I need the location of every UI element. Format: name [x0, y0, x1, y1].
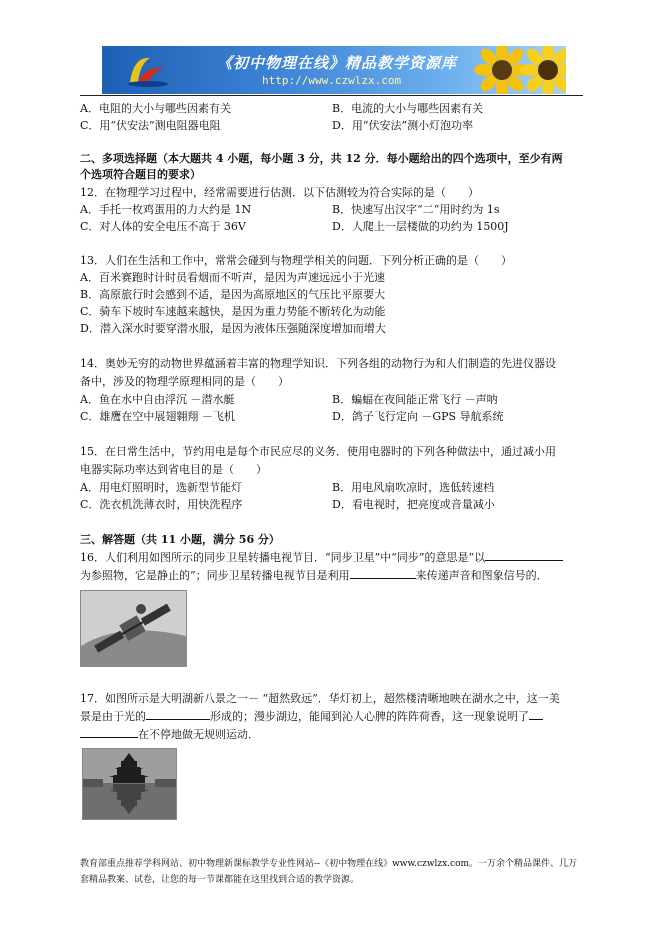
q17-blank-2a[interactable]	[529, 708, 543, 720]
q15-stem-line2: 电器实际功率达到省电目的是（ ）	[80, 463, 267, 476]
q16-line1	[80, 549, 563, 565]
section2-heading-line1: 二、多项选择题（本大题共 4 小题，每小题 3 分，共 12 分．每小题给出的四个选项中，至少有两	[80, 152, 563, 165]
q17-text-part2b: 形成的；漫步湖边，能闻到沁人心脾的阵阵荷香，这一现象说明了	[210, 710, 529, 723]
q14-stem-line2: 备中，涉及的物理学原理相同的是（ ）	[80, 375, 289, 388]
site-logo-icon	[124, 52, 172, 88]
q17-line3	[80, 726, 259, 742]
q17-line1: 17．如图所示是大明湖新八景之一－ “超然致远”．华灯初上，超然楼清晰地映在湖水之中，这一美	[80, 692, 560, 705]
q12-option-c: C．对人体的安全电压不高于 36V	[80, 220, 246, 233]
q16-text-part3: 来传递声音和图象信号的．	[415, 569, 548, 582]
q11-option-d: D．用“伏安法”测小灯泡功率	[332, 119, 474, 132]
q17-blank-1[interactable]	[146, 708, 210, 720]
q13-stem: 13．人们在生活和工作中，常常会碰到与物理学相关的问题．下列分析正确的是（ ）	[80, 254, 512, 267]
banner-url[interactable]: http://www.czwlzx.com	[262, 74, 402, 87]
q17-blank-2b[interactable]	[80, 726, 138, 738]
q12-option-b: B．快速写出汉字“二”用时约为 1s	[332, 203, 500, 216]
q16-line2	[80, 567, 548, 583]
banner-title: 《初中物理在线》精品教学资源库	[217, 54, 458, 72]
q15-option-b: B．用电风扇吹凉时，选低转速档	[332, 481, 495, 494]
header-divider	[80, 95, 583, 96]
satellite-photo	[80, 590, 187, 667]
section3-heading: 三、解答题（共 11 小题，满分 56 分）	[80, 533, 280, 546]
section2-heading-line2: 个选项符合题目的要求）	[80, 168, 201, 181]
q16-blank-1[interactable]	[485, 549, 563, 561]
q16-text-part1: 16．人们利用如图所示的同步卫星转播电视节目．“同步卫星”中“同步”的意思是“以	[80, 551, 486, 564]
q13-option-d: D．潜入深水时要穿潜水服，是因为液体压强随深度增加而增大	[80, 322, 386, 335]
q11-option-a: A．电阻的大小与哪些因素有关	[80, 102, 231, 115]
q12-stem: 12．在物理学习过程中，经常需要进行估测．以下估测较为符合实际的是（ ）	[80, 186, 479, 199]
q13-option-c: C．骑车下坡时车速越来越快，是因为重力势能不断转化为动能	[80, 305, 386, 318]
q14-stem-line1: 14．奥妙无穷的动物世界蕴涵着丰富的物理学知识．下列各组的动物行为和人们制造的先进仪器设	[80, 357, 556, 370]
q13-option-b: B．高原旅行时会感到不适，是因为高原地区的气压比平原要大	[80, 288, 386, 301]
q12-option-a: A．手托一枚鸡蛋用的力大约是 1N	[80, 203, 252, 216]
q12-option-d: D．人爬上一层楼做的功约为 1500J	[332, 220, 509, 233]
q15-option-c: C．洗衣机洗薄衣时，用快洗程序	[80, 498, 243, 511]
q11-option-b: B．电流的大小与哪些因素有关	[332, 102, 484, 115]
pagoda-reflection-photo	[82, 748, 177, 820]
q16-text-part2: 为参照物，它是静止的”；同步卫星转播电视节目是利用	[80, 569, 350, 582]
header-banner	[102, 46, 566, 94]
q17-line2	[80, 708, 543, 724]
q15-option-a: A．用电灯照明时，选新型节能灯	[80, 481, 242, 494]
q14-option-c: C．雄鹰在空中展翅翱翔 －飞机	[80, 410, 235, 423]
footer-note: 教育部重点推荐学科网站、初中物理新课标教学专业性网站--《初中物理在线》www.czwlzx.com。一万余个精品课件、几万套精品教案、试卷，让您的每一节课都能在这里找到合适的教学资源。	[80, 859, 578, 885]
q15-option-d: D．看电视时，把亮度或音量减小	[332, 498, 495, 511]
satellite-icon	[81, 591, 186, 666]
pagoda-icon	[83, 749, 176, 819]
q13-option-a: A．百米赛跑时计时员看烟而不听声，是因为声速远远小于光速	[80, 271, 385, 284]
q17-text-part2a: 景是由于光的	[80, 710, 146, 723]
q14-option-d: D．鸽子飞行定向 －GPS 导航系统	[332, 410, 504, 423]
q11-option-c: C．用“伏安法”测电阻器电阻	[80, 119, 221, 132]
sunflower-icon	[520, 46, 566, 94]
q17-text-part3: 在不停地做无规则运动．	[138, 728, 259, 741]
q14-option-a: A．鱼在水中自由浮沉 －潜水艇	[80, 393, 235, 406]
q16-blank-2[interactable]	[350, 567, 416, 579]
q15-stem-line1: 15．在日常生活中，节约用电是每个市民应尽的义务．使用电器时的下列各种做法中，通过减小用	[80, 445, 556, 458]
q14-option-b: B．蝙蝠在夜间能正常飞行 －声呐	[332, 393, 498, 406]
